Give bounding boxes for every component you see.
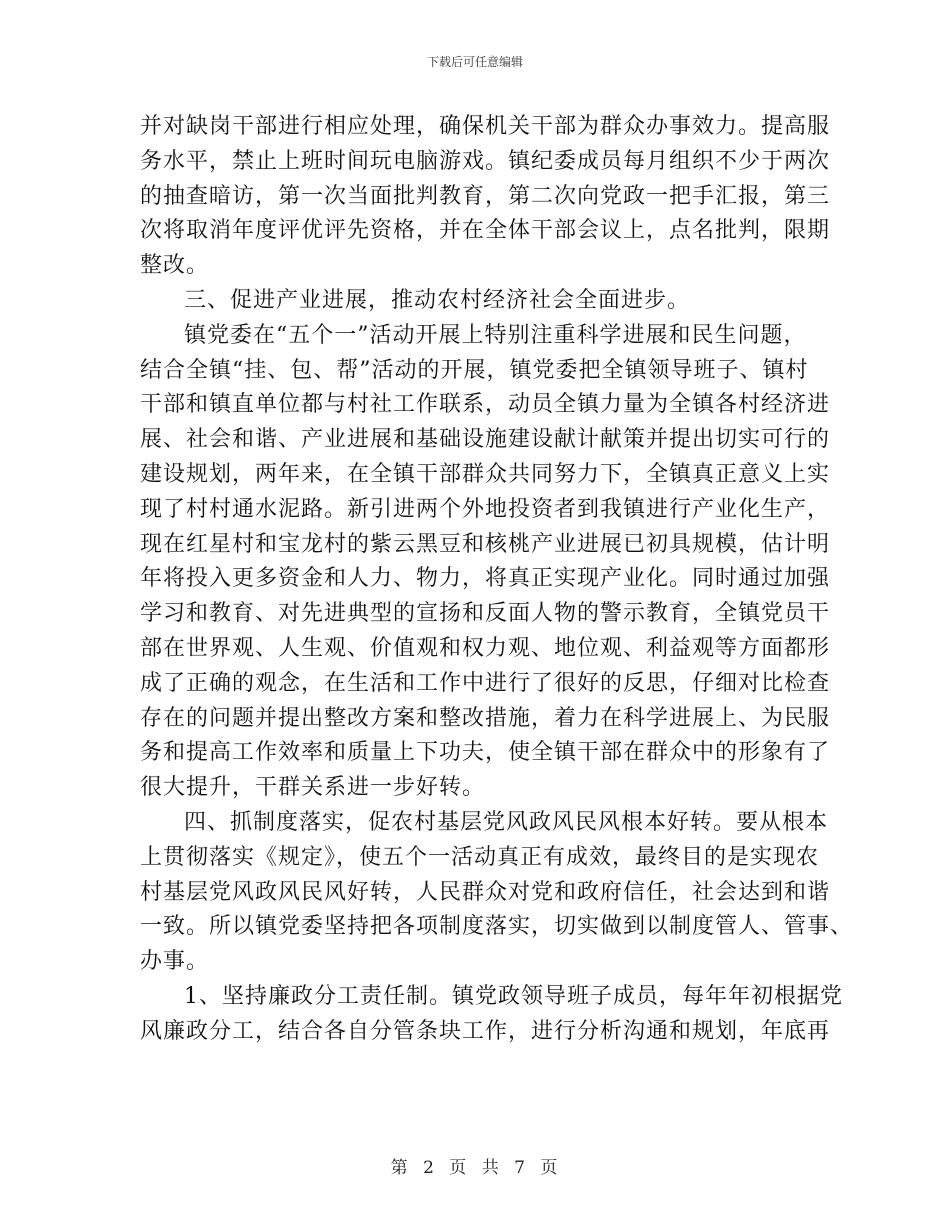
text-line: 展、社会和谐、产业进展和基础设施建设献计献策并提出切实可行的	[140, 427, 831, 453]
text-line: 的抽查暗访，第一次当面批判教育，第二次向党政一把手汇报，第三	[140, 183, 831, 209]
section-heading: 四、抓制度落实，促农村基层党风政风民风根本好转。要从根本	[184, 809, 829, 835]
list-item-heading: 1、坚持廉政分工责任制。镇党政领导班子成员，每年年初根据党	[184, 983, 843, 1009]
text-line: 务水平，禁止上班时间玩电脑游戏。镇纪委成员每月组织不少于两次	[140, 148, 831, 174]
text-line: 次将取消年度评优评先资格，并在全体干部会议上，点名批判，限期	[140, 218, 831, 244]
text-line: 并对缺岗干部进行相应处理，确保机关干部为群众办事效力。提高服	[140, 114, 831, 139]
text-line: 现了村村通水泥路。新引进两个外地投资者到我镇进行产业化生产，	[140, 496, 831, 522]
text-line: 整改。	[140, 253, 210, 279]
text-line: 村基层党风政风民风好转，人民群众对党和政府信任，社会达到和谐	[140, 879, 831, 905]
text-line: 年将投入更多资金和人力、物力，将真正实现产业化。同时通过加强	[140, 566, 831, 592]
text-line: 建设规划，两年来，在全镇干部群众共同努力下，全镇真正意义上实	[140, 461, 831, 487]
text-line: 存在的问题并提出整改方案和整改措施，着力在科学进展上、为民服	[140, 705, 831, 731]
text-line: 结合全镇“挂、包、帮”活动的开展，镇党委把全镇领导班子、镇村	[140, 357, 809, 383]
text-line: 学习和教育、对先进典型的宣扬和反面人物的警示教育，全镇党员干	[140, 601, 831, 627]
page-header: 下载后可任意编辑	[426, 55, 523, 69]
text-line: 务和提高工作效率和质量上下功夫，使全镇干部在群众中的形象有了	[140, 740, 831, 766]
text-line: 很大提升，干群关系进一步好转。	[140, 775, 486, 801]
text-line: 部在世界观、人生观、价值观和权力观、地位观、利益观等方面都形	[140, 635, 831, 661]
text-line: 一致。所以镇党委坚持把各项制度落实，切实做到以制度管人、管事、	[140, 914, 854, 940]
footer-total-word: 共	[481, 1158, 501, 1178]
text-line: 成了正确的观念，在生活和工作中进行了很好的反思，仔细对比检查	[140, 670, 831, 696]
text-line: 镇党委在“五个一”活动开展上特别注重科学进展和民生问题，	[184, 322, 807, 348]
section-heading: 三、促进产业进展，推动农村经济社会全面进步。	[184, 287, 691, 313]
document-body	[140, 110, 854, 1050]
footer-suffix: 页	[540, 1158, 560, 1178]
page-footer	[0, 1153, 950, 1178]
text-line: 干部和镇直单位都与村社工作联系，动员全镇力量为全镇各村经济进	[140, 392, 831, 418]
footer-page-word: 页	[449, 1158, 469, 1178]
page-total: 7	[514, 1158, 527, 1178]
text-line: 风廉政分工，结合各自分管条块工作，进行分析沟通和规划，年底再	[140, 1018, 831, 1044]
text-line: 办事。	[140, 949, 210, 975]
text-line: 上贯彻落实《规定》，使五个一活动真正有成效，最终目的是实现农	[140, 844, 820, 870]
footer-prefix: 第	[390, 1158, 410, 1178]
text-line: 现在红星村和宝龙村的紫云黑豆和核桃产业进展已初具规模，估计明	[140, 531, 831, 557]
page-number: 2	[423, 1158, 436, 1178]
